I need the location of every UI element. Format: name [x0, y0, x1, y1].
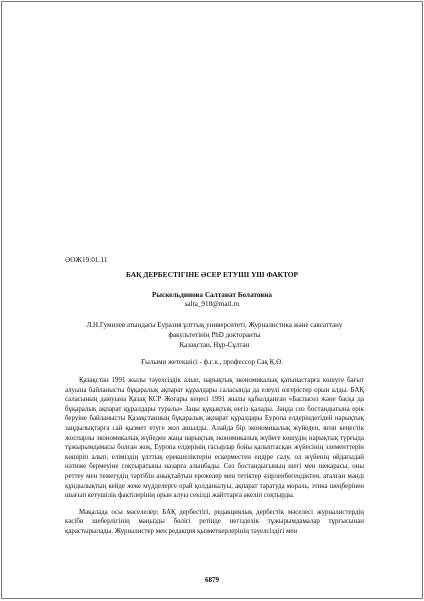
document-page [1, 1, 423, 599]
scientific-advisor: Ғылыми жетекшісі - ф.ғ.к., профессор Сақ Қ.Ө. [141, 358, 283, 366]
author-name: Рыскельдинова Салтанат Болатовна [152, 291, 272, 299]
affiliation [62, 320, 367, 350]
article-title: БАҚ ДЕРБЕСТІГІНЕ ӘСЕР ЕТУШІ ҮШ ФАКТОР [125, 270, 299, 279]
article-body [65, 376, 364, 537]
affiliation-line: Л.Н.Гумилев атындағы Еуразия ұлттық университеті, Журналистика және саясаттану [86, 321, 343, 329]
author-email: salta_918@mail.ru [184, 300, 240, 308]
udc-code: ӘОЖ19.01.11 [65, 256, 108, 264]
page-number: 6879 [205, 576, 219, 584]
affiliation-line: факультетінің PhD докторанты [168, 331, 261, 339]
affiliation-line: Қазақстан, Нұр-Сұлтан [179, 341, 250, 349]
body-paragraph: Қазақстан 1991 жылы тәуелсіздік алып, нарықтық экономикалық қатынастарға көшуге бағыт алуына байланысты бұқаралық ақпарат құралдары саласында да елеулі өзгерістер орын алды. БАҚ саласының дамуына Қазақ КСР Жоғары кеңесі 1991 жылы қабылданған «Баспасөз және басқа да бұқаралық ақпарат құралдары туралы» Заңы құқықтық негіз қалады. Заңда сөз бостандығына ерік беруіне байланысты Қазақстанның бұқаралық ақпарат құралдары Еуропа елдеріндегідей нарықтық заңдылықтарға сай қызмет етуге жол ашылды. Алайда бір экономикалық жүйеден, яғни кеңестік жоспарлы экономикалық жүйеден жаңа нарықтық экономикалық жүйеге көшудің нарықтық түрғыда тұжырымдамасы болған жоқ. Еуропа елдерінің ғасырлар бойы қалыптасқан жүйесінің элементтерін көшіріп алып, еліміздің ұлттық ерекшеліктерін ескерместен ендіре салу, ол жүйенің өйдағыдай нәтиже бермеуіне соқтыратыны назарға алынбады. Сөз бостандығының шегі мен шекарасы, оны реттеу мен тежегудің тәртібін анықтайтын ережелер мен тетіктер әзірленбегендіктен, аталған мәнді құндылықтың кейде жеке мүдделерге орай қолданылуы, ақпарат таратуда мораль, этика шеңберінен шығып кетушілік фактілерінің орын алуы секілді жайттарға әкеліп соқтырды. [65, 377, 364, 500]
body-paragraph: Мақалада осы мәселелер: БАҚ дербестігі, редакциялық дербестік мәселесі журналистердің кәсіби шеберлігінің маңызды бөлігі ретінде негізделік тұжырымдамалар тұрғысынан қарастырылады. Журналистер мен редакция қызметкерлерінің тәуелсіздігі мен [65, 508, 364, 535]
